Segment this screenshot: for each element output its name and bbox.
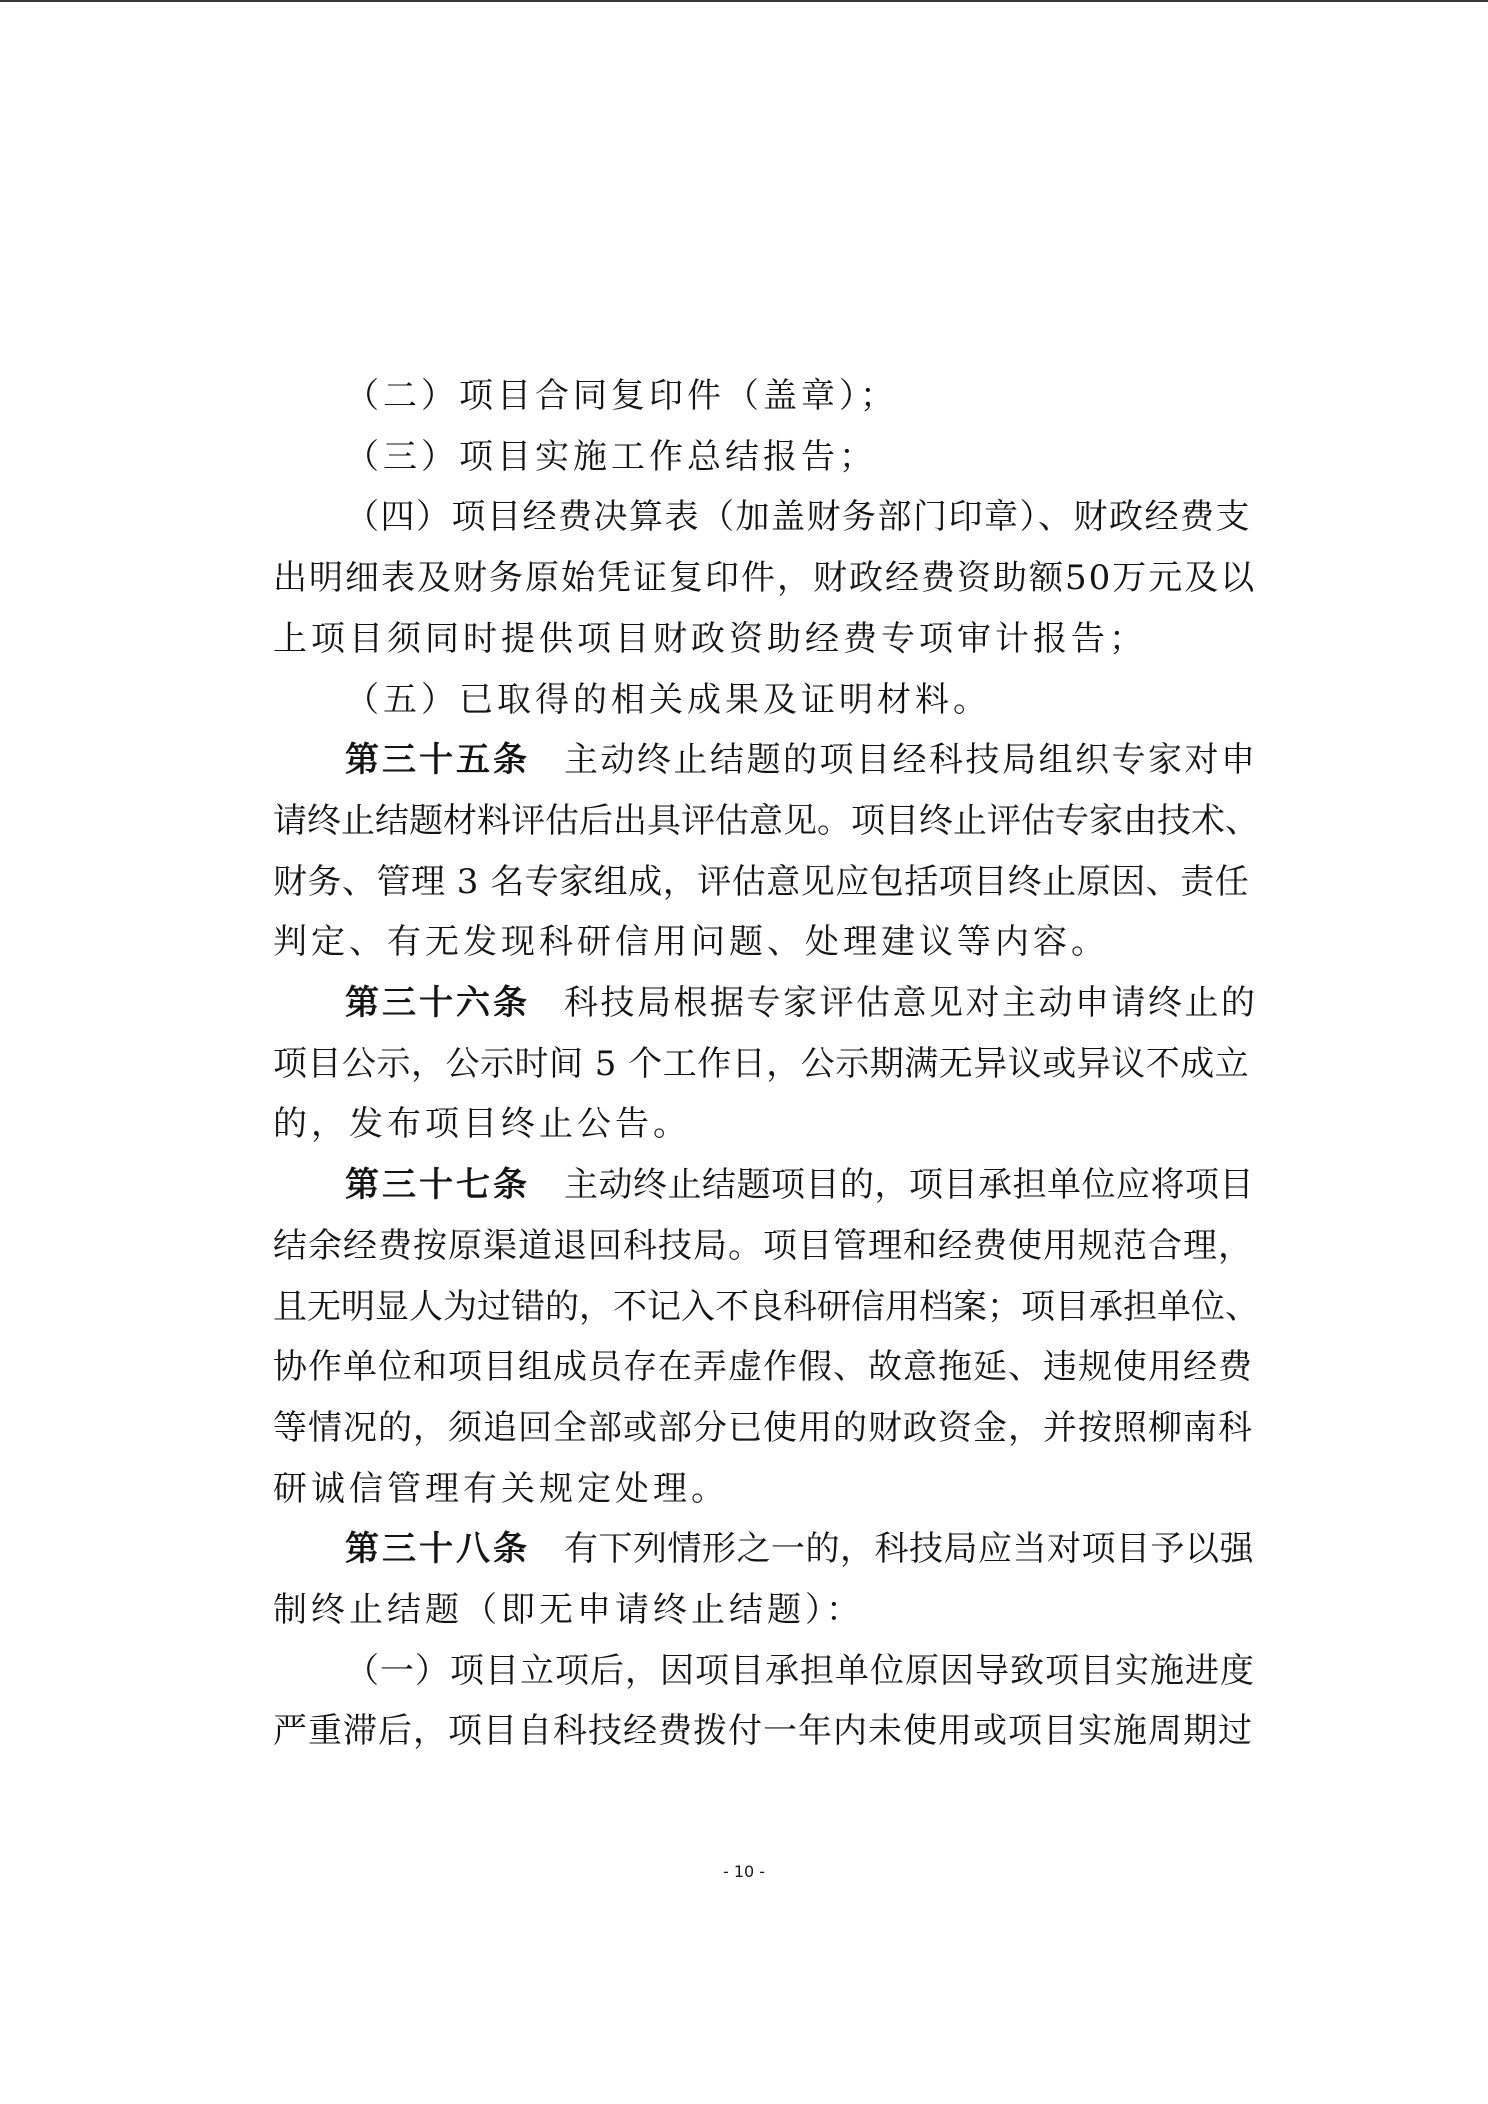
- line-text: （四）项目经费决算表（加盖财务部门印章）、财政经费支: [345, 497, 1251, 537]
- paragraph-line: [273, 1034, 1249, 1094]
- line-text: （三）项目实施工作总结报告；: [345, 437, 877, 477]
- scan-top-border: [0, 0, 1488, 2]
- article-heading: 第三十五条: [345, 740, 530, 780]
- paragraph-line: [345, 487, 1251, 547]
- line-text: 请终止结题材料评估后出具评估意见。项目终止评估专家由技术、: [273, 801, 1259, 841]
- line-text: 上项目须同时提供项目财政资助经费专项审计报告；: [273, 619, 1147, 659]
- paragraph-line: [345, 427, 877, 487]
- line-text: 出明细表及财务原始凭证复印件，财政经费资助额50万元及以: [273, 558, 1257, 598]
- line-text: 有下列情形之一的，科技局应当对项目予以强: [564, 1529, 1254, 1569]
- line-text: 严重滞后，项目自科技经费拨付一年内未使用或项目实施周期过: [273, 1711, 1253, 1751]
- line-text: 结余经费按原渠道退回科技局。项目管理和经费使用规范合理，: [273, 1226, 1253, 1266]
- paragraph-line: [273, 791, 1259, 851]
- line-text: 科技局根据专家评估意见对主动申请终止的: [564, 983, 1258, 1023]
- line-text: 判定、有无发现科研信用问题、处理建议等内容。: [273, 922, 1109, 962]
- paragraph-line: [273, 1337, 1253, 1397]
- line-text: 项目公示，公示时间 5 个工作日，公示期满无异议或异议不成立: [273, 1044, 1250, 1084]
- line-text: （五）已取得的相关成果及证明材料。: [345, 680, 991, 720]
- line-text: 主动终止结题项目的，项目承担单位应将项目: [564, 1165, 1254, 1205]
- article-paragraph-line: [345, 730, 1258, 790]
- article-heading: 第三十六条: [345, 983, 530, 1023]
- article-paragraph-line: [345, 973, 1258, 1033]
- paragraph-line: [273, 1459, 729, 1519]
- paragraph-line: [273, 1094, 691, 1154]
- line-text: 且无明显人为过错的，不记入不良科研信用档案；项目承担单位、: [273, 1287, 1259, 1327]
- paragraph-line: [273, 1701, 1253, 1761]
- line-text: 研诚信管理有关规定处理。: [273, 1469, 729, 1509]
- line-text: 等情况的，须追回全部或部分已使用的财政资金，并按照柳南科: [273, 1408, 1253, 1448]
- paragraph-line: [273, 1277, 1259, 1337]
- paragraph-line: [273, 609, 1147, 669]
- paragraph-line: [273, 1216, 1253, 1276]
- paragraph-line: [273, 548, 1256, 608]
- line-text: 的，发布项目终止公告。: [273, 1104, 691, 1144]
- article-paragraph-line: [345, 1519, 1254, 1579]
- paragraph-line: [273, 912, 1109, 972]
- line-text: 主动终止结题的项目经科技局组织专家对申: [564, 740, 1258, 780]
- paragraph-line: [273, 1398, 1253, 1458]
- page-number: - 10 -: [722, 1862, 766, 1881]
- paragraph-line: [345, 366, 898, 426]
- line-text: 制终止结题（即无申请终止结题）：: [273, 1590, 864, 1630]
- line-text: 协作单位和项目组成员存在弄虚作假、故意拖延、违规使用经费: [273, 1347, 1253, 1387]
- line-text: 财务、管理 3 名专家组成，评估意见应包括项目终止原因、责任: [273, 862, 1250, 902]
- paragraph-line: [273, 1580, 864, 1640]
- line-text: （一）项目立项后，因项目承担单位原因导致项目实施进度: [345, 1651, 1255, 1691]
- article-heading: 第三十七条: [345, 1165, 530, 1205]
- paragraph-line: [345, 670, 991, 730]
- paragraph-line: [273, 852, 1249, 912]
- article-heading: 第三十八条: [345, 1529, 530, 1569]
- line-text: （二）项目合同复印件（盖章）；: [345, 376, 898, 416]
- paragraph-line: [345, 1641, 1255, 1701]
- article-paragraph-line: [345, 1155, 1254, 1215]
